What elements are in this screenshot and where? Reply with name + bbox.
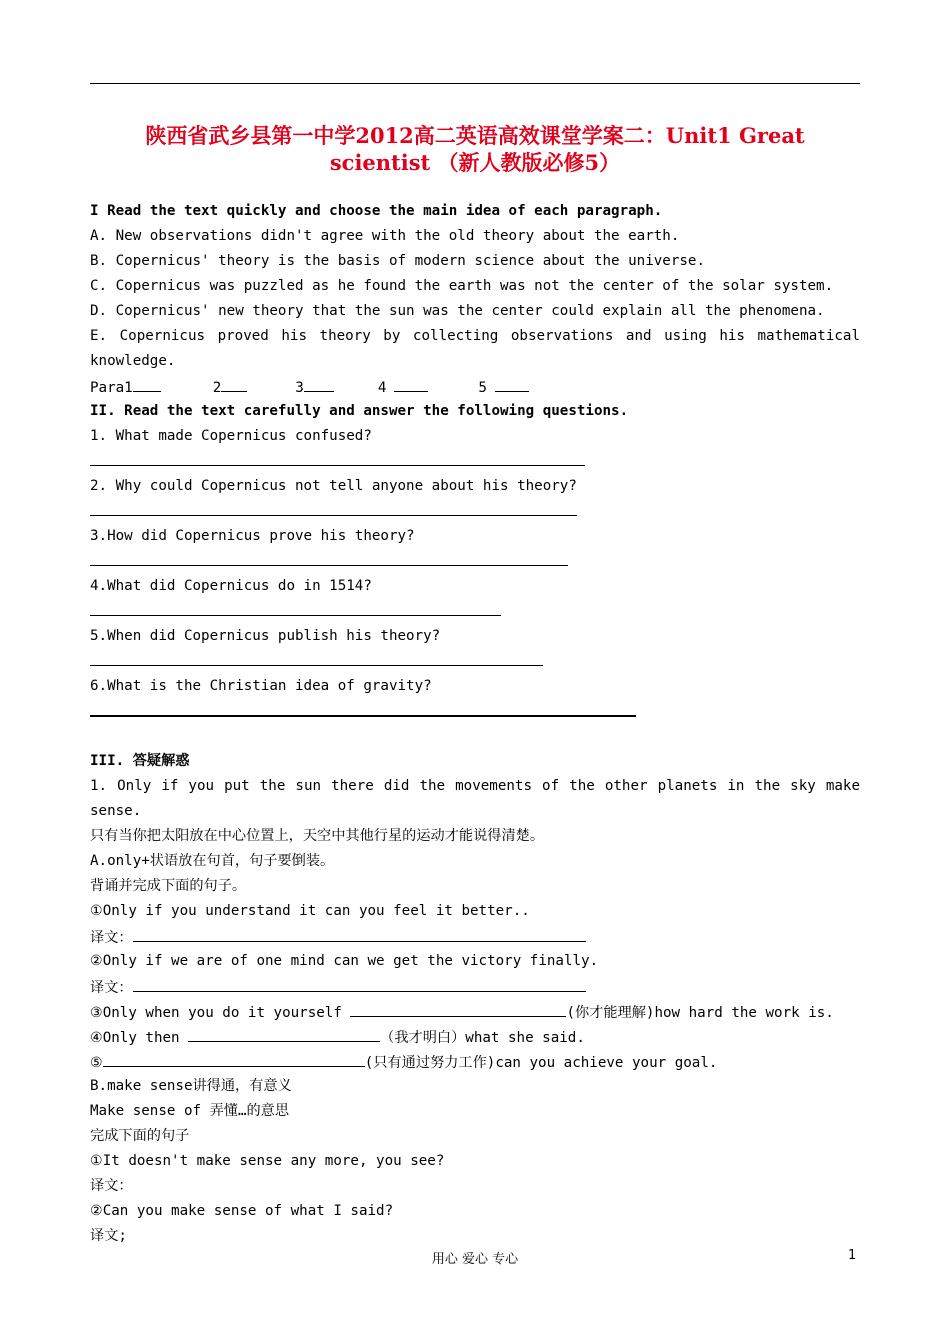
option-d: D. Copernicus' new theory that the sun was the center could explain all the phenomena. <box>90 303 825 319</box>
grammar-point-a-task: 背诵并完成下面的句子。 <box>90 878 247 894</box>
para-3-blank[interactable] <box>304 374 334 392</box>
sentence-5-end: can you achieve your goal. <box>495 1055 718 1071</box>
sentence-3-start: ③Only when you do it yourself <box>90 1005 351 1021</box>
para-label-3: 3 <box>295 380 304 396</box>
option-b: B. Copernicus' theory is the basis of modern science about the universe. <box>90 253 705 269</box>
translation-row-1 <box>90 924 860 949</box>
para-label-1: Para1 <box>90 380 133 396</box>
para-5-blank[interactable] <box>495 374 529 392</box>
answer-line-3[interactable] <box>90 549 860 574</box>
sentence-3-hint: (你才能理解) <box>566 1005 655 1021</box>
answer-line-2[interactable] <box>90 499 860 524</box>
paragraph-match-row <box>90 374 860 399</box>
answer-line-4[interactable] <box>90 599 860 624</box>
translation-label-3: 译文： <box>90 1178 133 1194</box>
sentence-5-blank[interactable] <box>103 1049 365 1067</box>
sentence-4-blank[interactable] <box>188 1024 380 1042</box>
answer-line-1[interactable] <box>90 449 860 474</box>
translation-label-2: 译文： <box>90 980 133 996</box>
option-e: E. Copernicus proved his theory by collecting observations and using his mathematical <box>90 328 860 344</box>
spacer <box>90 724 860 749</box>
answer-line-5[interactable] <box>90 649 860 674</box>
document-body <box>90 199 860 1249</box>
footer-text: 用心 爱心 专心 <box>431 1252 519 1267</box>
para-2-blank[interactable] <box>221 374 247 392</box>
para-label-4: 4 <box>377 380 387 396</box>
title-line-1: 陕西省武乡县第一中学2012高二英语高效课堂学案二：Unit1 Great <box>145 123 805 148</box>
option-c: C. Copernicus was puzzled as he found the earth was not the center of the solar system. <box>90 278 834 294</box>
option-a: A. New observations didn't agree with the old theory about the earth. <box>90 228 680 244</box>
answer-line-6[interactable] <box>90 699 860 724</box>
title-line-2: scientist （新人教版必修5） <box>329 150 621 175</box>
practice-b-sentence-2: ②Can you make sense of what I said? <box>90 1203 394 1219</box>
practice-sentence-2: ②Only if we are of one mind can we get the victory finally. <box>90 953 599 969</box>
sentence-4-hint: （我才明白） <box>380 1030 466 1046</box>
question-3: 3.How did Copernicus prove his theory? <box>90 528 415 544</box>
practice-sentence-5 <box>90 1049 860 1074</box>
question-2: 2. Why could Copernicus not tell anyone about his theory? <box>90 478 577 494</box>
para-label-5: 5 <box>478 380 487 396</box>
question-4: 4.What did Copernicus do in 1514? <box>90 578 372 594</box>
grammar-point-b: B.make sense讲得通，有意义 <box>90 1078 292 1094</box>
translation-row-2 <box>90 974 860 999</box>
para-1-blank[interactable] <box>133 374 161 392</box>
translation-blank-2[interactable] <box>133 974 586 992</box>
sentence-3-end: how hard the work is. <box>654 1005 834 1021</box>
option-e-continued: knowledge. <box>90 353 176 369</box>
grammar-point-b-task: 完成下面的句子 <box>90 1128 190 1144</box>
sentence-5-start: ⑤ <box>90 1055 103 1071</box>
example-sentence: 1. Only if you put the sun there did the movements of the other planets in the sky make <box>90 778 860 794</box>
header-rule <box>90 83 860 84</box>
practice-sentence-4 <box>90 1024 860 1049</box>
practice-sentence-1: ①Only if you understand it can you feel it better.. <box>90 903 530 919</box>
sentence-3-blank[interactable] <box>350 999 566 1017</box>
para-4-blank[interactable] <box>394 374 428 392</box>
grammar-point-b-2: Make sense of 弄懂…的意思 <box>90 1103 290 1119</box>
example-translation: 只有当你把太阳放在中心位置上，天空中其他行星的运动才能说得清楚。 <box>90 828 545 844</box>
translation-label-1: 译文： <box>90 930 133 946</box>
section-2-heading: II. Read the text carefully and answer the following questions. <box>90 403 629 419</box>
question-1: 1. What made Copernicus confused? <box>90 428 372 444</box>
sentence-4-end: what she said. <box>465 1030 585 1046</box>
section-3-heading: III. 答疑解惑 <box>90 753 190 769</box>
practice-b-sentence-1: ①It doesn't make sense any more, you see? <box>90 1153 445 1169</box>
section-1-heading: I Read the text quickly and choose the main idea of each paragraph. <box>90 203 663 219</box>
sentence-4-start: ④Only then <box>90 1030 189 1046</box>
example-sentence-continued: sense. <box>90 803 142 819</box>
translation-blank-1[interactable] <box>133 924 586 942</box>
page-number: 1 <box>848 1248 857 1263</box>
sentence-5-hint: (只有通过努力工作) <box>364 1055 496 1071</box>
grammar-point-a: A.only+状语放在句首，句子要倒装。 <box>90 853 335 869</box>
para-label-2: 2 <box>212 380 222 396</box>
question-5: 5.When did Copernicus publish his theory? <box>90 628 441 644</box>
translation-label-4: 译文; <box>90 1228 127 1244</box>
question-6: 6.What is the Christian idea of gravity? <box>90 678 432 694</box>
document-title <box>90 122 860 176</box>
practice-sentence-3 <box>90 999 860 1024</box>
